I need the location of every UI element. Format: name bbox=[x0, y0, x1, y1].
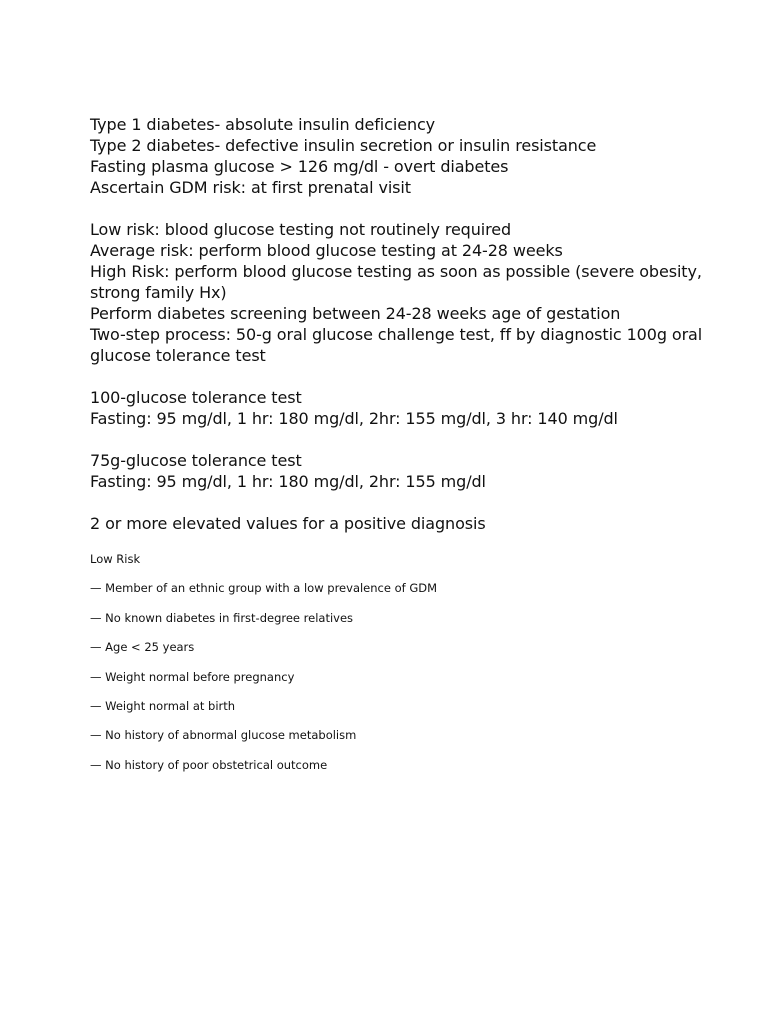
text-line: Fasting plasma glucose > 126 mg/dl - overt diabetes bbox=[90, 157, 509, 176]
list-item: — No known diabetes in first-degree relatives bbox=[90, 610, 354, 625]
list-item: — Weight normal before pregnancy bbox=[90, 669, 295, 684]
risk-testing-block bbox=[90, 219, 740, 366]
text-line: Two-step process: 50-g oral glucose challenge test, ff by diagnostic 100g oral glucose tolerance test bbox=[90, 325, 703, 365]
spacer bbox=[90, 366, 740, 387]
spacer bbox=[90, 492, 740, 513]
text-line: Average risk: perform blood glucose testing at 24-28 weeks bbox=[90, 241, 563, 260]
text-line: Low risk: blood glucose testing not routinely required bbox=[90, 220, 512, 239]
low-risk-heading: Low Risk bbox=[90, 552, 141, 566]
ogtt-100-block bbox=[90, 387, 740, 429]
diabetes-types-block bbox=[90, 114, 740, 198]
list-item: — Age < 25 years bbox=[90, 640, 195, 655]
list-item: — No history of abnormal glucose metabolism bbox=[90, 728, 357, 743]
text-line: High Risk: perform blood glucose testing as soon as possible (severe obesity, strong family Hx) bbox=[90, 262, 702, 302]
document-page bbox=[90, 114, 740, 773]
list-item: — No history of poor obstetrical outcome bbox=[90, 757, 328, 772]
text-line: Type 2 diabetes- defective insulin secretion or insulin resistance bbox=[90, 136, 597, 155]
list-item: — Member of an ethnic group with a low prevalence of GDM bbox=[90, 581, 438, 596]
text-line: Fasting: 95 mg/dl, 1 hr: 180 mg/dl, 2hr: 155 mg/dl bbox=[90, 472, 486, 491]
spacer bbox=[90, 198, 740, 219]
list-item: — Weight normal at birth bbox=[90, 698, 236, 713]
text-line: 2 or more elevated values for a positive diagnosis bbox=[90, 514, 486, 533]
text-line: Type 1 diabetes- absolute insulin deficiency bbox=[90, 115, 436, 134]
text-line: Ascertain GDM risk: at first prenatal visit bbox=[90, 178, 411, 197]
text-line: 100-glucose tolerance test bbox=[90, 388, 302, 407]
text-line: Perform diabetes screening between 24-28 weeks age of gestation bbox=[90, 304, 621, 323]
spacer bbox=[90, 429, 740, 450]
text-line: Fasting: 95 mg/dl, 1 hr: 180 mg/dl, 2hr: 155 mg/dl, 3 hr: 140 mg/dl bbox=[90, 409, 618, 428]
low-risk-section bbox=[90, 552, 740, 773]
diagnosis-block bbox=[90, 513, 740, 534]
ogtt-75-block bbox=[90, 450, 740, 492]
text-line: 75g-glucose tolerance test bbox=[90, 451, 302, 470]
